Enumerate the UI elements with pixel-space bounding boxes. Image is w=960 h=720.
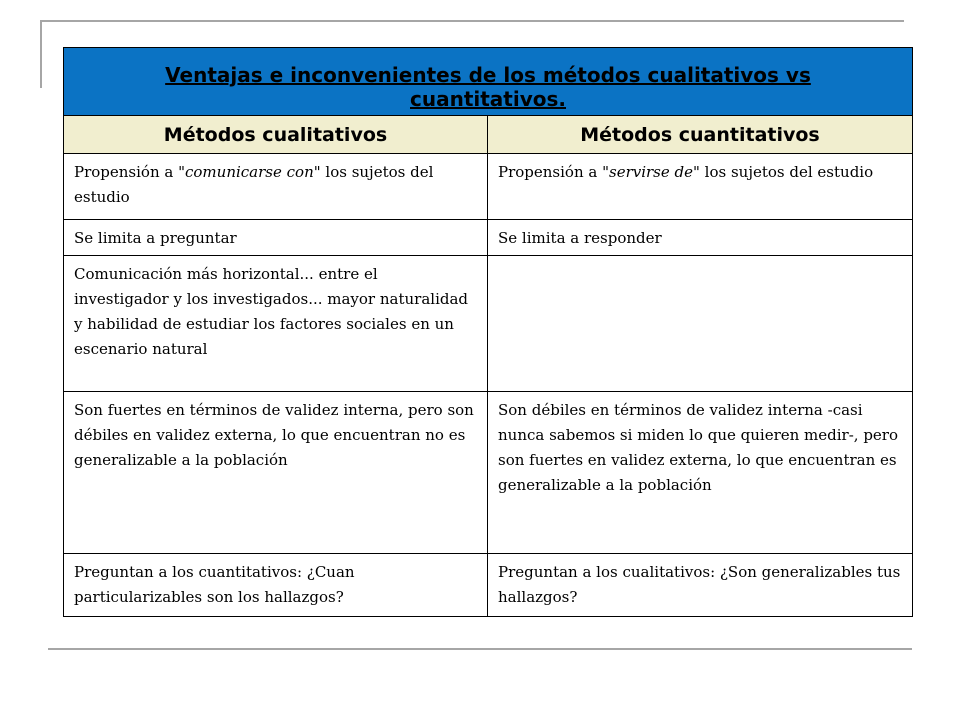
column-header-qualitative: Métodos cualitativos: [64, 116, 488, 154]
cell-text-post: " los sujetos del estudio: [693, 163, 874, 181]
table-row: [64, 392, 913, 554]
table-cell-qualitative: Comunicación más horizontal... entre el investigador y los investigados... mayor naturalidad y habilidad de estudiar los factores sociales en un escenario natural: [64, 256, 488, 392]
cell-text-pre: Propensión a ": [498, 163, 609, 181]
table-cell-quantitative: [488, 256, 913, 392]
table-title-row: [64, 48, 913, 116]
table-cell-qualitative: Se limita a preguntar: [64, 220, 488, 256]
table-title: Ventajas e inconvenientes de los métodos cualitativos vs cuantitativos.: [165, 62, 811, 111]
slide-frame-top-line: [40, 20, 904, 22]
cell-text-emphasis: servirse de: [609, 163, 694, 181]
slide-frame-bottom-line: [48, 648, 912, 650]
table-row: [64, 154, 913, 220]
cell-text-pre: Propensión a ": [74, 163, 185, 181]
column-header-quantitative: Métodos cuantitativos: [488, 116, 913, 154]
table-cell-quantitative: [488, 154, 913, 220]
table-title-cell: [64, 48, 913, 116]
table-row: [64, 256, 913, 392]
slide-frame-left-line: [40, 20, 42, 88]
table-cell-quantitative: Preguntan a los cualitativos: ¿Son generalizables tus hallazgos?: [488, 554, 913, 617]
table-row: [64, 554, 913, 617]
table-cell-qualitative: Preguntan a los cuantitativos: ¿Cuan particularizables son los hallazgos?: [64, 554, 488, 617]
table-cell-quantitative: Son débiles en términos de validez interna -casi nunca sabemos si miden lo que quieren medir-, pero son fuertes en validez externa, lo que encuentran es generalizable a la población: [488, 392, 913, 554]
comparison-table: [63, 47, 913, 617]
table-cell-qualitative: [64, 154, 488, 220]
table-header-row: [64, 116, 913, 154]
table-row: [64, 220, 913, 256]
table-cell-quantitative: Se limita a responder: [488, 220, 913, 256]
cell-text-emphasis: comunicarse con: [185, 163, 314, 181]
table-cell-qualitative: Son fuertes en términos de validez interna, pero son débiles en validez externa, lo que encuentran no es generalizable a la población: [64, 392, 488, 554]
cell-text-post: " los sujetos del estudio: [74, 163, 434, 206]
